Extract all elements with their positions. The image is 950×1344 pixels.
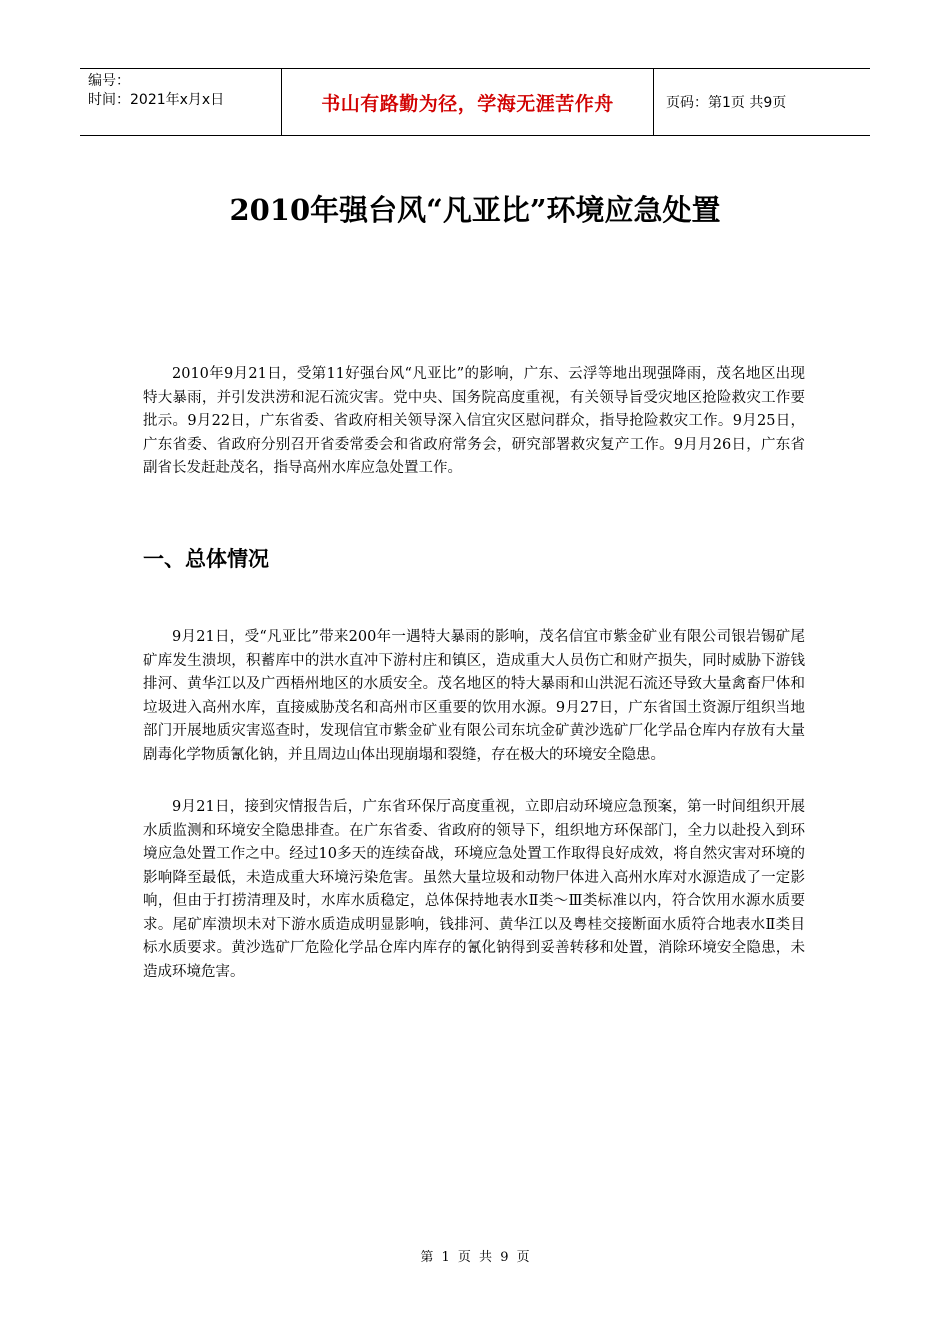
- document-number-label: 编号：: [88, 73, 130, 89]
- body-paragraph: 9月21日，受“凡亚比”带来200年一遇特大暴雨的影响，茂名信宜市紫金矿业有限公司银岩锡矿尾矿库发生溃坝，积蓄库中的洪水直冲下游村庄和镇区，造成重大人员伤亡和财产损失，同时威胁下游钱排河、黄华江以及广西梧州地区的水质安全。茂名地区的特大暴雨和山洪泥石流还导致大量禽畜尸体和垃圾进入高州水库，直接威胁茂名和高州市区重要的饮用水源。9月27日，广东省国土资源厅组织当地部门开展地质灾害巡查时，发现信宜市紫金矿业有限公司东坑金矿黄沙选矿厂化学品仓库内存放有大量剧毒化学物质氰化钠，并且周边山体出现崩塌和裂缝，存在极大的环境安全隐患。: [143, 629, 805, 763]
- document-date-label: 时间：2021年x月x日: [88, 92, 225, 108]
- body-paragraph: 9月21日，接到灾情报告后，广东省环保厅高度重视，立即启动环境应急预案，第一时间组织开展水质监测和环境安全隐患排查。在广东省委、省政府的领导下，组织地方环保部门，全力以赴投入到环境应急处置工作之中。经过10多天的连续奋战，环境应急处置工作取得良好成效，将自然灾害对环境的影响降至最低，未造成重大环境污染危害。虽然大量垃圾和动物尸体进入高州水库对水源造成了一定影响，但由于打捞清理及时，水库水质稳定，总体保持地表水Ⅱ类～Ⅲ类标准以内，符合饮用水源水质要求。尾矿库溃坝未对下游水质造成明显影响，钱排河、黄华江以及粤桂交接断面水质符合地表水Ⅱ类目标水质要求。黄沙选矿厂危险化学品仓库内库存的氰化钠得到妥善转移和处置，消除环境安全隐患，未造成环境危害。: [143, 799, 805, 980]
- section-heading-overview: 一、总体情况: [143, 547, 269, 571]
- page-footer: 第 1 页 共 9 页: [420, 1250, 530, 1265]
- header-meta: [80, 69, 282, 135]
- page-header: [80, 68, 870, 136]
- document-title: 2010年强台风“凡亚比”环境应急处置: [229, 193, 721, 227]
- header-page-info: 页码：第1页 共9页: [666, 95, 787, 111]
- intro-paragraph: 2010年9月21日，受第11好强台风“凡亚比”的影响，广东、云浮等地出现强降雨，茂名地区出现特大暴雨，并引发洪涝和泥石流灾害。党中央、国务院高度重视，有关领导旨受灾地区抢险救灾工作要批示。9月22日，广东省委、省政府相关领导深入信宜灾区慰问群众，指导抢险救灾工作。9月25日，广东省委、省政府分别召开省委常委会和省政府常务会，研究部署救灾复产工作。9月月26日，广东省副省长发赶赴茂名，指导高州水库应急处置工作。: [143, 366, 805, 476]
- header-motto: 书山有路勤为径，学海无涯苦作舟: [282, 69, 654, 135]
